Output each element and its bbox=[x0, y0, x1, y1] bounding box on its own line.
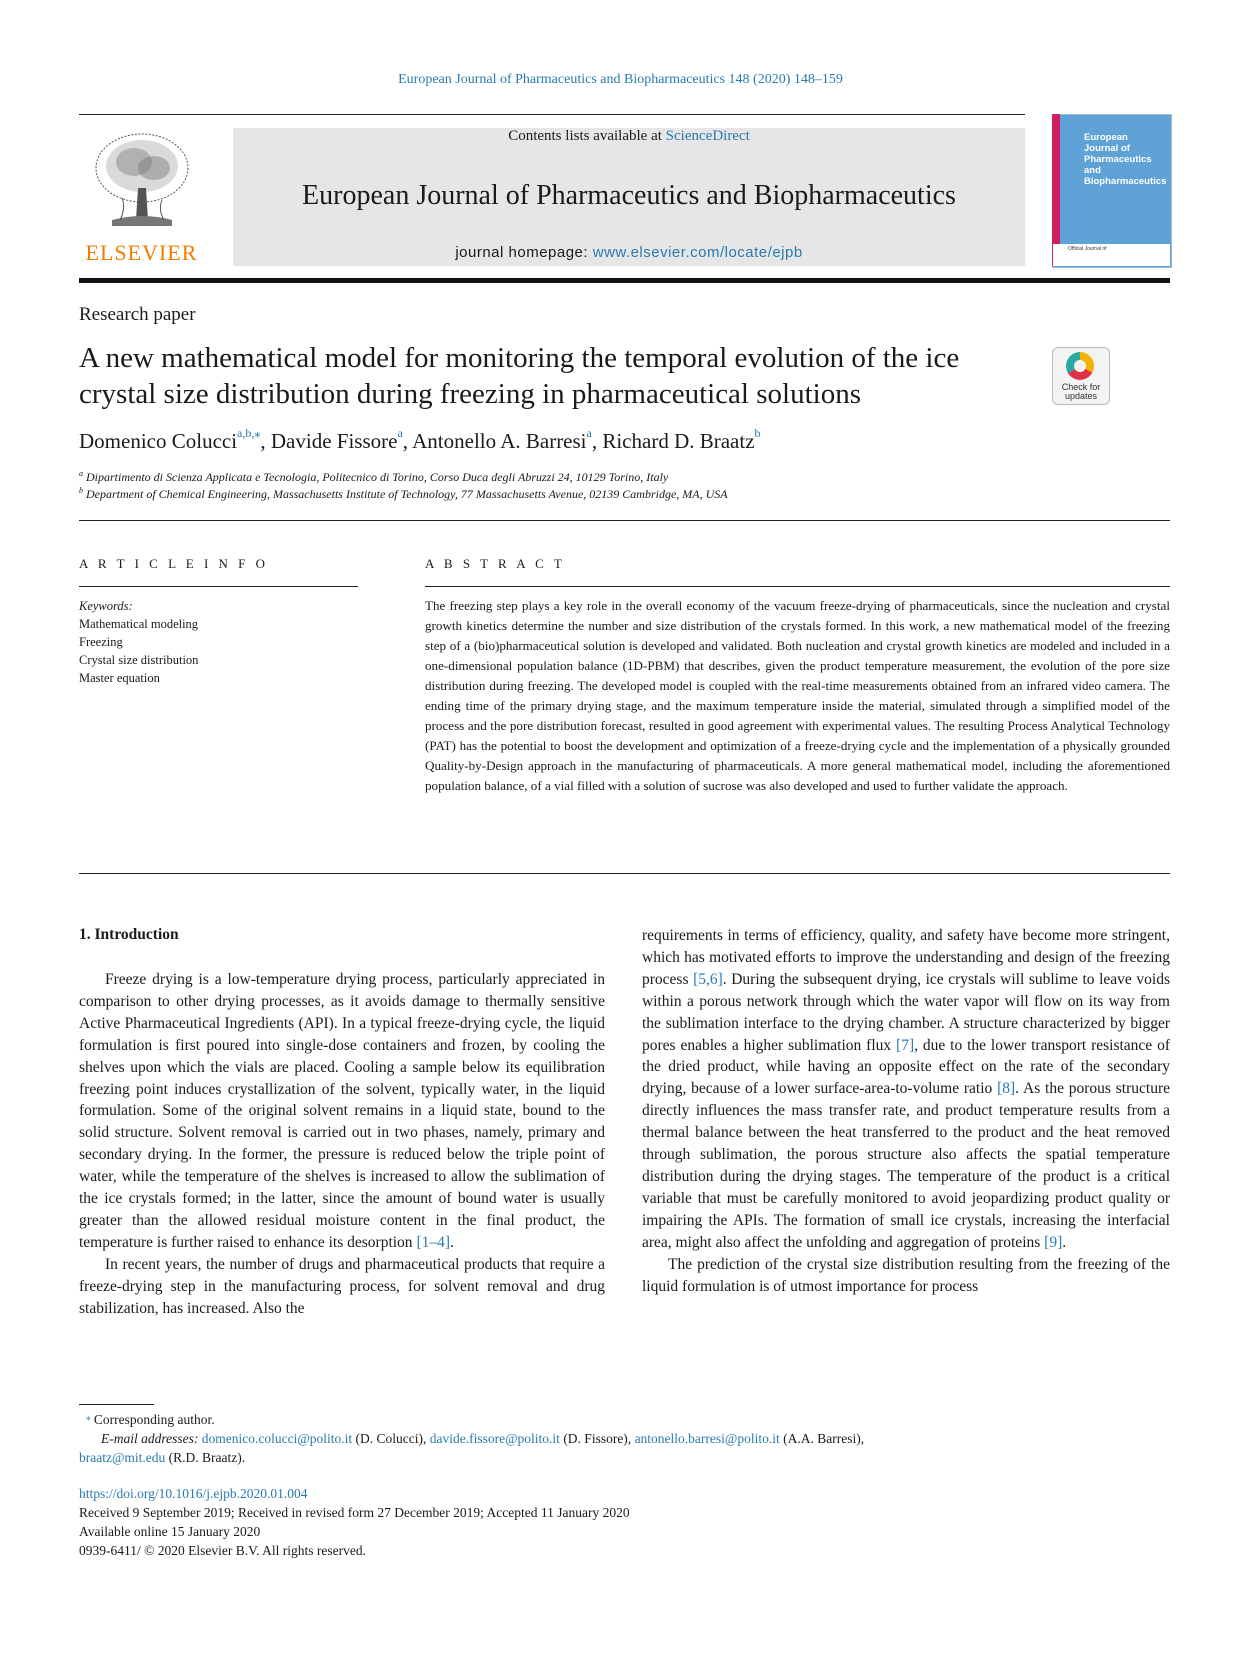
author-affiliation-mark[interactable]: a bbox=[586, 426, 592, 440]
corresponding-author-note: ⁎ Corresponding author. bbox=[86, 1412, 215, 1427]
article-info-heading: A R T I C L E I N F O bbox=[79, 556, 269, 571]
homepage-link[interactable]: www.elsevier.com/locate/ejpb bbox=[592, 244, 803, 261]
author-affiliation-mark[interactable]: b bbox=[754, 426, 761, 440]
email-link[interactable]: davide.fissore@polito.it bbox=[429, 1431, 560, 1446]
email-link[interactable]: domenico.colucci@polito.it bbox=[201, 1431, 353, 1446]
section-rule bbox=[79, 520, 1170, 521]
email-addresses: E-mail addresses: domenico.colucci@polito.it (D. Colucci), davide.fissore@polito.it (D. Fissore), antonello.barresi@polito.it (A.A. Barresi), bbox=[101, 1431, 865, 1446]
journal-homepage: journal homepage: www.elsevier.com/locate/ejpb bbox=[455, 244, 803, 261]
author-name[interactable]: Antonello A. Barresi bbox=[412, 429, 587, 453]
paragraph: In recent years, the number of drugs and pharmaceutical products that require a freeze-drying step in the manufacturing process, for solvent removal and drug stabilization, has increased. Also the bbox=[79, 1255, 605, 1317]
abstract-rule bbox=[425, 586, 1170, 587]
citation-link[interactable]: [8] bbox=[997, 1080, 1016, 1098]
keywords-label: Keywords: bbox=[79, 599, 133, 613]
corresponding-author-icon[interactable]: ⁎ bbox=[254, 426, 261, 440]
body-column-left bbox=[79, 969, 605, 1320]
paper-type: Research paper bbox=[79, 304, 196, 325]
doi-link[interactable]: https://doi.org/10.1016/j.ejpb.2020.01.004 bbox=[79, 1486, 308, 1501]
check-for-updates-icon-center bbox=[1074, 360, 1086, 372]
elsevier-wordmark: ELSEVIER bbox=[85, 240, 198, 265]
citation-link[interactable]: [9] bbox=[1044, 1233, 1063, 1251]
check-for-updates-label: Check for updates bbox=[1061, 382, 1101, 401]
affiliation: $^b$ Department of Chemical Engineering, Massachusetts Institute of Technology, 77 Massachusetts Avenue, 02139 Cambridge, MA, USA bbox=[79, 486, 728, 501]
email-addresses-cont: braatz@mit.edu (R.D. Braatz). bbox=[79, 1450, 246, 1465]
header-thick-rule bbox=[79, 278, 1170, 283]
journal-citation-link[interactable]: European Journal of Pharmaceutics and Biopharmaceutics 148 (2020) 148–159 bbox=[398, 72, 843, 87]
author-affiliation-mark[interactable]: a bbox=[397, 426, 403, 440]
keyword[interactable]: Crystal size distribution bbox=[79, 653, 199, 667]
author-list: Domenico Colucci$^{a,b,⁎}$, Davide Fissore$^a$, Antonello A. Barresi$^a$, Richard D. Braatz$^b$ bbox=[79, 426, 761, 453]
email-link[interactable]: antonello.barresi@polito.it bbox=[634, 1431, 780, 1446]
abstract-heading: A B S T R A C T bbox=[425, 556, 566, 571]
citation-link[interactable]: [5,6] bbox=[693, 970, 723, 988]
footnote-rule bbox=[79, 1404, 154, 1405]
copyright: 0939-6411/ © 2020 Elsevier B.V. All rights reserved. bbox=[79, 1543, 366, 1558]
available-online: Available online 15 January 2020 bbox=[79, 1524, 261, 1539]
body-column-right bbox=[642, 925, 1170, 1297]
section-heading-introduction: 1. Introduction bbox=[79, 926, 179, 943]
email-link[interactable]: braatz@mit.edu bbox=[79, 1450, 166, 1465]
sciencedirect-link[interactable]: ScienceDirect bbox=[665, 128, 750, 144]
paragraph: Freeze drying is a low-temperature drying process, particularly appreciated in comparison to other drying processes, as it avoids damage to thermally sensitive Active Pharmaceutical Ingredients (API). In a typical freeze-drying cycle, the liquid formulation is first poured into single-dose containers and frozen, by cooling the shelves upon which the vials are placed. Cooling a sample below its equilibration freezing point induces crystallization of the solvent, typically water, in the liquid formulation. Some of the original solvent remains in a liquid state, bound to the solid structure. Solvent removal is carried out in two phases, namely, primary and secondary drying. In the former, the pressure is reduced below the triple point of water, while the temperature of the shelves is increased to allow the sublimation of the ice crystals formed; in the latter, since the amount of bound water is usually greater than the allowed residual moisture content in the final product, the temperature is further raised to enhance its desorption [1–4]. bbox=[79, 971, 605, 1251]
citation-link[interactable]: [7] bbox=[896, 1036, 915, 1054]
keyword[interactable]: Mathematical modeling bbox=[79, 617, 199, 631]
journal-title: European Journal of Pharmaceutics and Biopharmaceutics bbox=[302, 180, 956, 211]
author-name[interactable]: Davide Fissore bbox=[270, 429, 398, 453]
keyword[interactable]: Freezing bbox=[79, 635, 123, 649]
paper-title: A new mathematical model for monitoring the temporal evolution of the ice crystal size distribution during freezing in pharmaceutical solutions bbox=[79, 342, 960, 410]
author-name[interactable]: Domenico Colucci bbox=[79, 429, 238, 453]
abstract-bottom-rule bbox=[79, 873, 1170, 874]
article-info-rule bbox=[79, 586, 358, 587]
citation-link[interactable]: [1–4] bbox=[416, 1233, 451, 1251]
paragraph: requirements in terms of efficiency, quality, and safety have become more stringent, which has motivated efforts to improve the understanding and design of the freezing process [5,6]. During the subsequent drying, ice crystals will sublime to leave voids within a porous network through which the water vapor will flow on its way from the sublimation interface to the drying chamber. A structure characterized by bigger pores enables a higher sublimation flux [7], due to the lower transport resistance of the dried product, while having an opposite effect on the rate of the secondary drying, because of a lower surface-area-to-volume ratio [8]. As the porous structure directly influences the mass transfer rate, and product temperature results from a thermal balance between the heat transferred to the product and the heat removed through sublimation, the porous structure also affects the spatial temperature distribution during the drying stages. The temperature of the product is a critical variable that must be carefully monitored to avoid jeopardizing product quality or impairing the APIs. The formation of small ice crystals, increasing the interfacial area, might also affect the unfolding and aggregation of proteins [9]. bbox=[642, 927, 1170, 1251]
cover-title: European Journal of Pharmaceutics and Biopharmaceutics bbox=[1084, 132, 1167, 187]
cover-footer-text: Official Journal of bbox=[1068, 246, 1107, 252]
elsevier-tree-logo-icon bbox=[92, 128, 192, 233]
keyword[interactable]: Master equation bbox=[79, 671, 160, 685]
abstract-text: The freezing step plays a key role in the overall economy of the vacuum freeze-drying of pharmaceuticals, since the nucleation and crystal growth kinetics determine the number and size distribution of the crystals formed. In this work, a new mathematical model of the freezing step of a (bio)pharmaceutical solution is developed and validated. Both nucleation and crystal growth kinetics are modeled and included in a one-dimensional population balance (1D-PBM) that describes, given the product temperature measurement, the evolution of the pore size distribution during freezing. The developed model is coupled with the real-time measurements obtained from an infrared video camera. The ending time of the primary drying stage, and the maximum temperature inside the material, simulated through a simplified model of the process and the pore distribution forecast, resulted in good agreement with experimental values. The resulting Process Analytical Technology (PAT) has the potential to boost the development and optimization of a freeze-drying cycle and the implementation of a physically grounded Quality-by-Design approach in the manufacturing of pharmaceuticals. A more general mathematical model, including the aforementioned population balance, of a vial filled with a solution of sucrose was also developed and used to further validate the approach. bbox=[425, 598, 1170, 793]
author-name[interactable]: Richard D. Braatz bbox=[602, 429, 755, 453]
header-rule bbox=[79, 114, 1025, 115]
author-affiliation-mark[interactable]: a,b, bbox=[237, 426, 255, 440]
paragraph: The prediction of the crystal size distribution resulting from the freezing of the liquid formulation is of utmost importance for process bbox=[642, 1255, 1170, 1295]
affiliation: $^a$ Dipartimento di Scienza Applicata e Tecnologia, Politecnico di Torino, Corso Duca degli Abruzzi 24, 10129 Torino, Italy bbox=[79, 469, 669, 484]
received-dates: Received 9 September 2019; Received in revised form 27 December 2019; Accepted 11 January 2020 bbox=[79, 1505, 630, 1520]
contents-line: Contents lists available at ScienceDirect bbox=[508, 128, 750, 144]
